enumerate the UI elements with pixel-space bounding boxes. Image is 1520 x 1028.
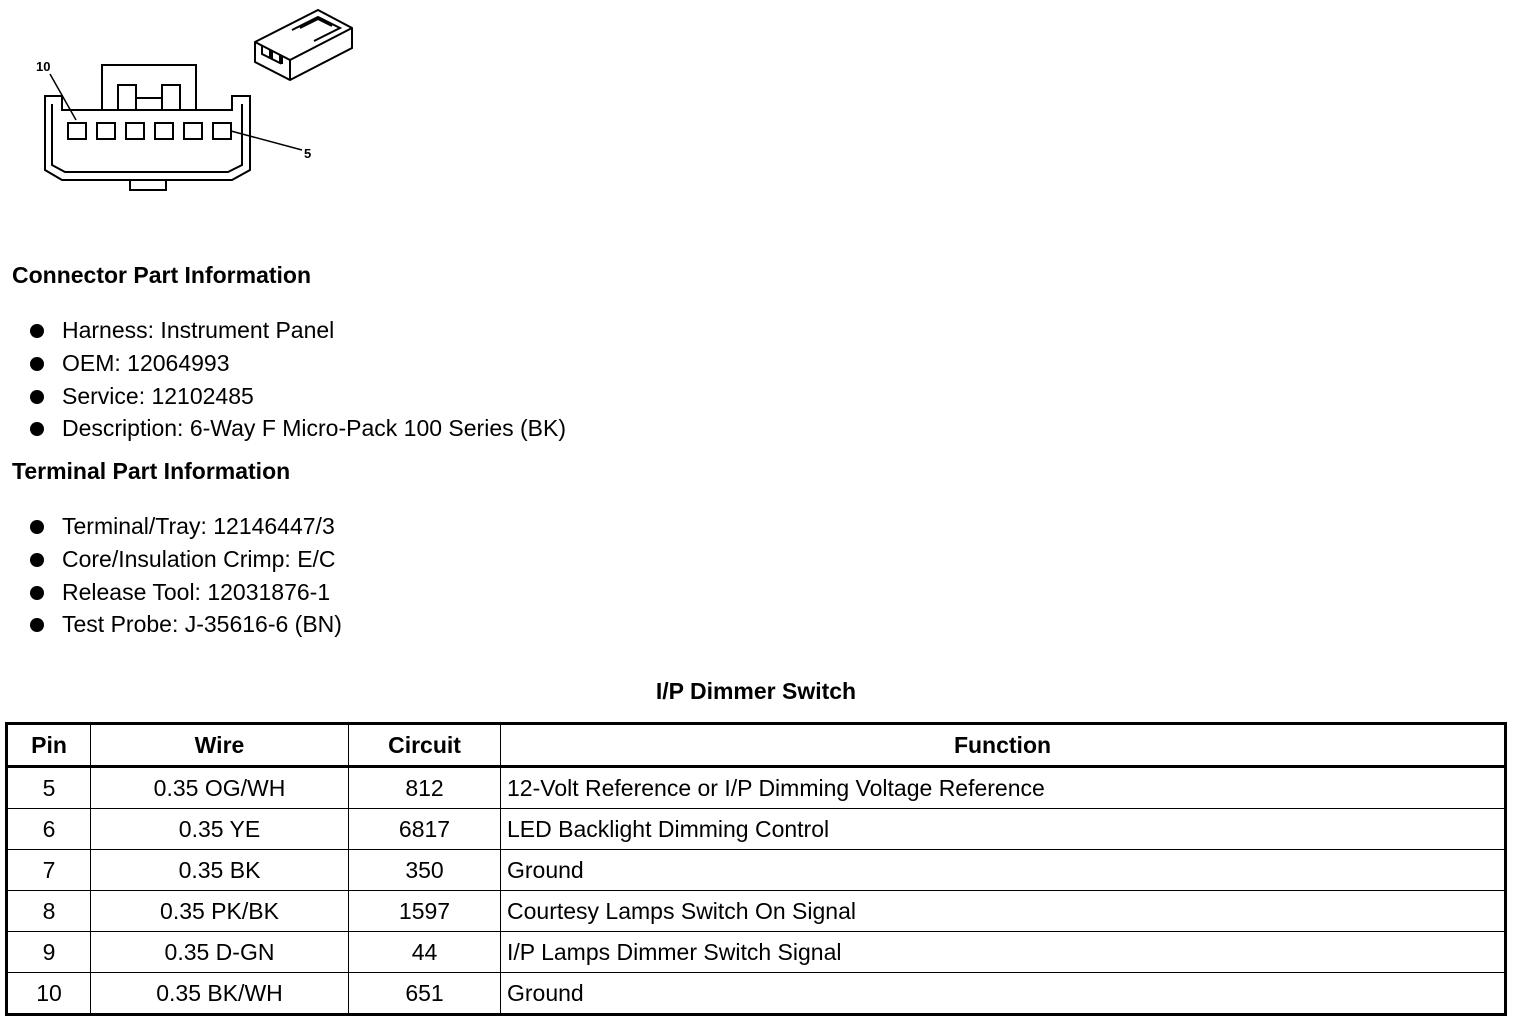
column-header-wire: Wire [91, 724, 349, 767]
bullet-icon [30, 357, 44, 371]
function-cell: Ground [501, 973, 1506, 1015]
wire-cell: 0.35 BK/WH [91, 973, 349, 1015]
list-item-text: Harness: Instrument Panel [62, 317, 335, 343]
column-header-circuit: Circuit [349, 724, 501, 767]
wire-cell: 0.35 YE [91, 809, 349, 850]
pin-table [5, 722, 1507, 1016]
column-header-pin: Pin [7, 724, 91, 767]
bullet-icon [30, 324, 44, 338]
terminal-info-heading: Terminal Part Information [12, 458, 291, 484]
pin-5-label: 5 [304, 146, 312, 161]
terminal-info-list [30, 510, 342, 641]
pin-10-label: 10 [36, 59, 51, 74]
pin-cell: 6 [7, 809, 91, 850]
table-row [7, 809, 1506, 850]
function-cell: Courtesy Lamps Switch On Signal [501, 891, 1506, 932]
connector-front-view [45, 65, 302, 190]
wire-cell: 0.35 BK [91, 850, 349, 891]
list-item [30, 608, 342, 641]
list-item [30, 380, 566, 413]
list-item-text: Terminal/Tray: 12146447/3 [62, 513, 335, 539]
pin-cell: 7 [7, 850, 91, 891]
table-row [7, 891, 1506, 932]
pin-cell: 9 [7, 932, 91, 973]
column-header-function: Function [501, 724, 1506, 767]
list-item-text: Release Tool: 12031876-1 [62, 578, 331, 605]
pin-cell: 5 [7, 767, 91, 809]
circuit-cell: 812 [349, 767, 501, 809]
connector-info-list [30, 314, 566, 445]
wire-cell: 0.35 OG/WH [91, 767, 349, 809]
wire-cell: 0.35 D-GN [91, 932, 349, 973]
list-item [30, 314, 566, 347]
circuit-cell: 6817 [349, 809, 501, 850]
table-row [7, 973, 1506, 1015]
pin-cell: 8 [7, 891, 91, 932]
bullet-icon [30, 586, 44, 600]
circuit-cell: 350 [349, 850, 501, 891]
list-item-text: Service: 12102485 [62, 382, 254, 409]
bullet-icon [30, 553, 44, 567]
list-item [30, 347, 566, 380]
list-item [30, 576, 342, 609]
list-item-text: OEM: 12064993 [62, 349, 230, 376]
list-item-text: Test Probe: J-35616-6 (BN) [62, 611, 342, 638]
wire-cell: 0.35 PK/BK [91, 891, 349, 932]
table-row [7, 850, 1506, 891]
bullet-icon [30, 618, 44, 632]
function-cell: LED Backlight Dimming Control [501, 809, 1506, 850]
list-item-text: Core/Insulation Crimp: E/C [62, 545, 336, 572]
circuit-cell: 651 [349, 973, 501, 1015]
connector-diagram [0, 0, 380, 210]
function-cell: I/P Lamps Dimmer Switch Signal [501, 932, 1506, 973]
connector-info-heading: Connector Part Information [12, 262, 312, 288]
table-title: I/P Dimmer Switch [655, 678, 857, 704]
list-item [30, 412, 566, 445]
list-item [30, 543, 342, 576]
table-row [7, 767, 1506, 809]
function-cell: Ground [501, 850, 1506, 891]
list-item [30, 510, 342, 543]
table-row [7, 932, 1506, 973]
bullet-icon [30, 422, 44, 436]
circuit-cell: 1597 [349, 891, 501, 932]
list-item-text: Description: 6-Way F Micro-Pack 100 Series (BK) [62, 415, 567, 442]
pin-cell: 10 [7, 973, 91, 1015]
connector-3d-thumbnail [255, 10, 352, 80]
bullet-icon [30, 520, 44, 534]
function-cell: 12-Volt Reference or I/P Dimming Voltage Reference [501, 767, 1506, 809]
circuit-cell: 44 [349, 932, 501, 973]
table-header-row [7, 724, 1506, 767]
bullet-icon [30, 390, 44, 404]
